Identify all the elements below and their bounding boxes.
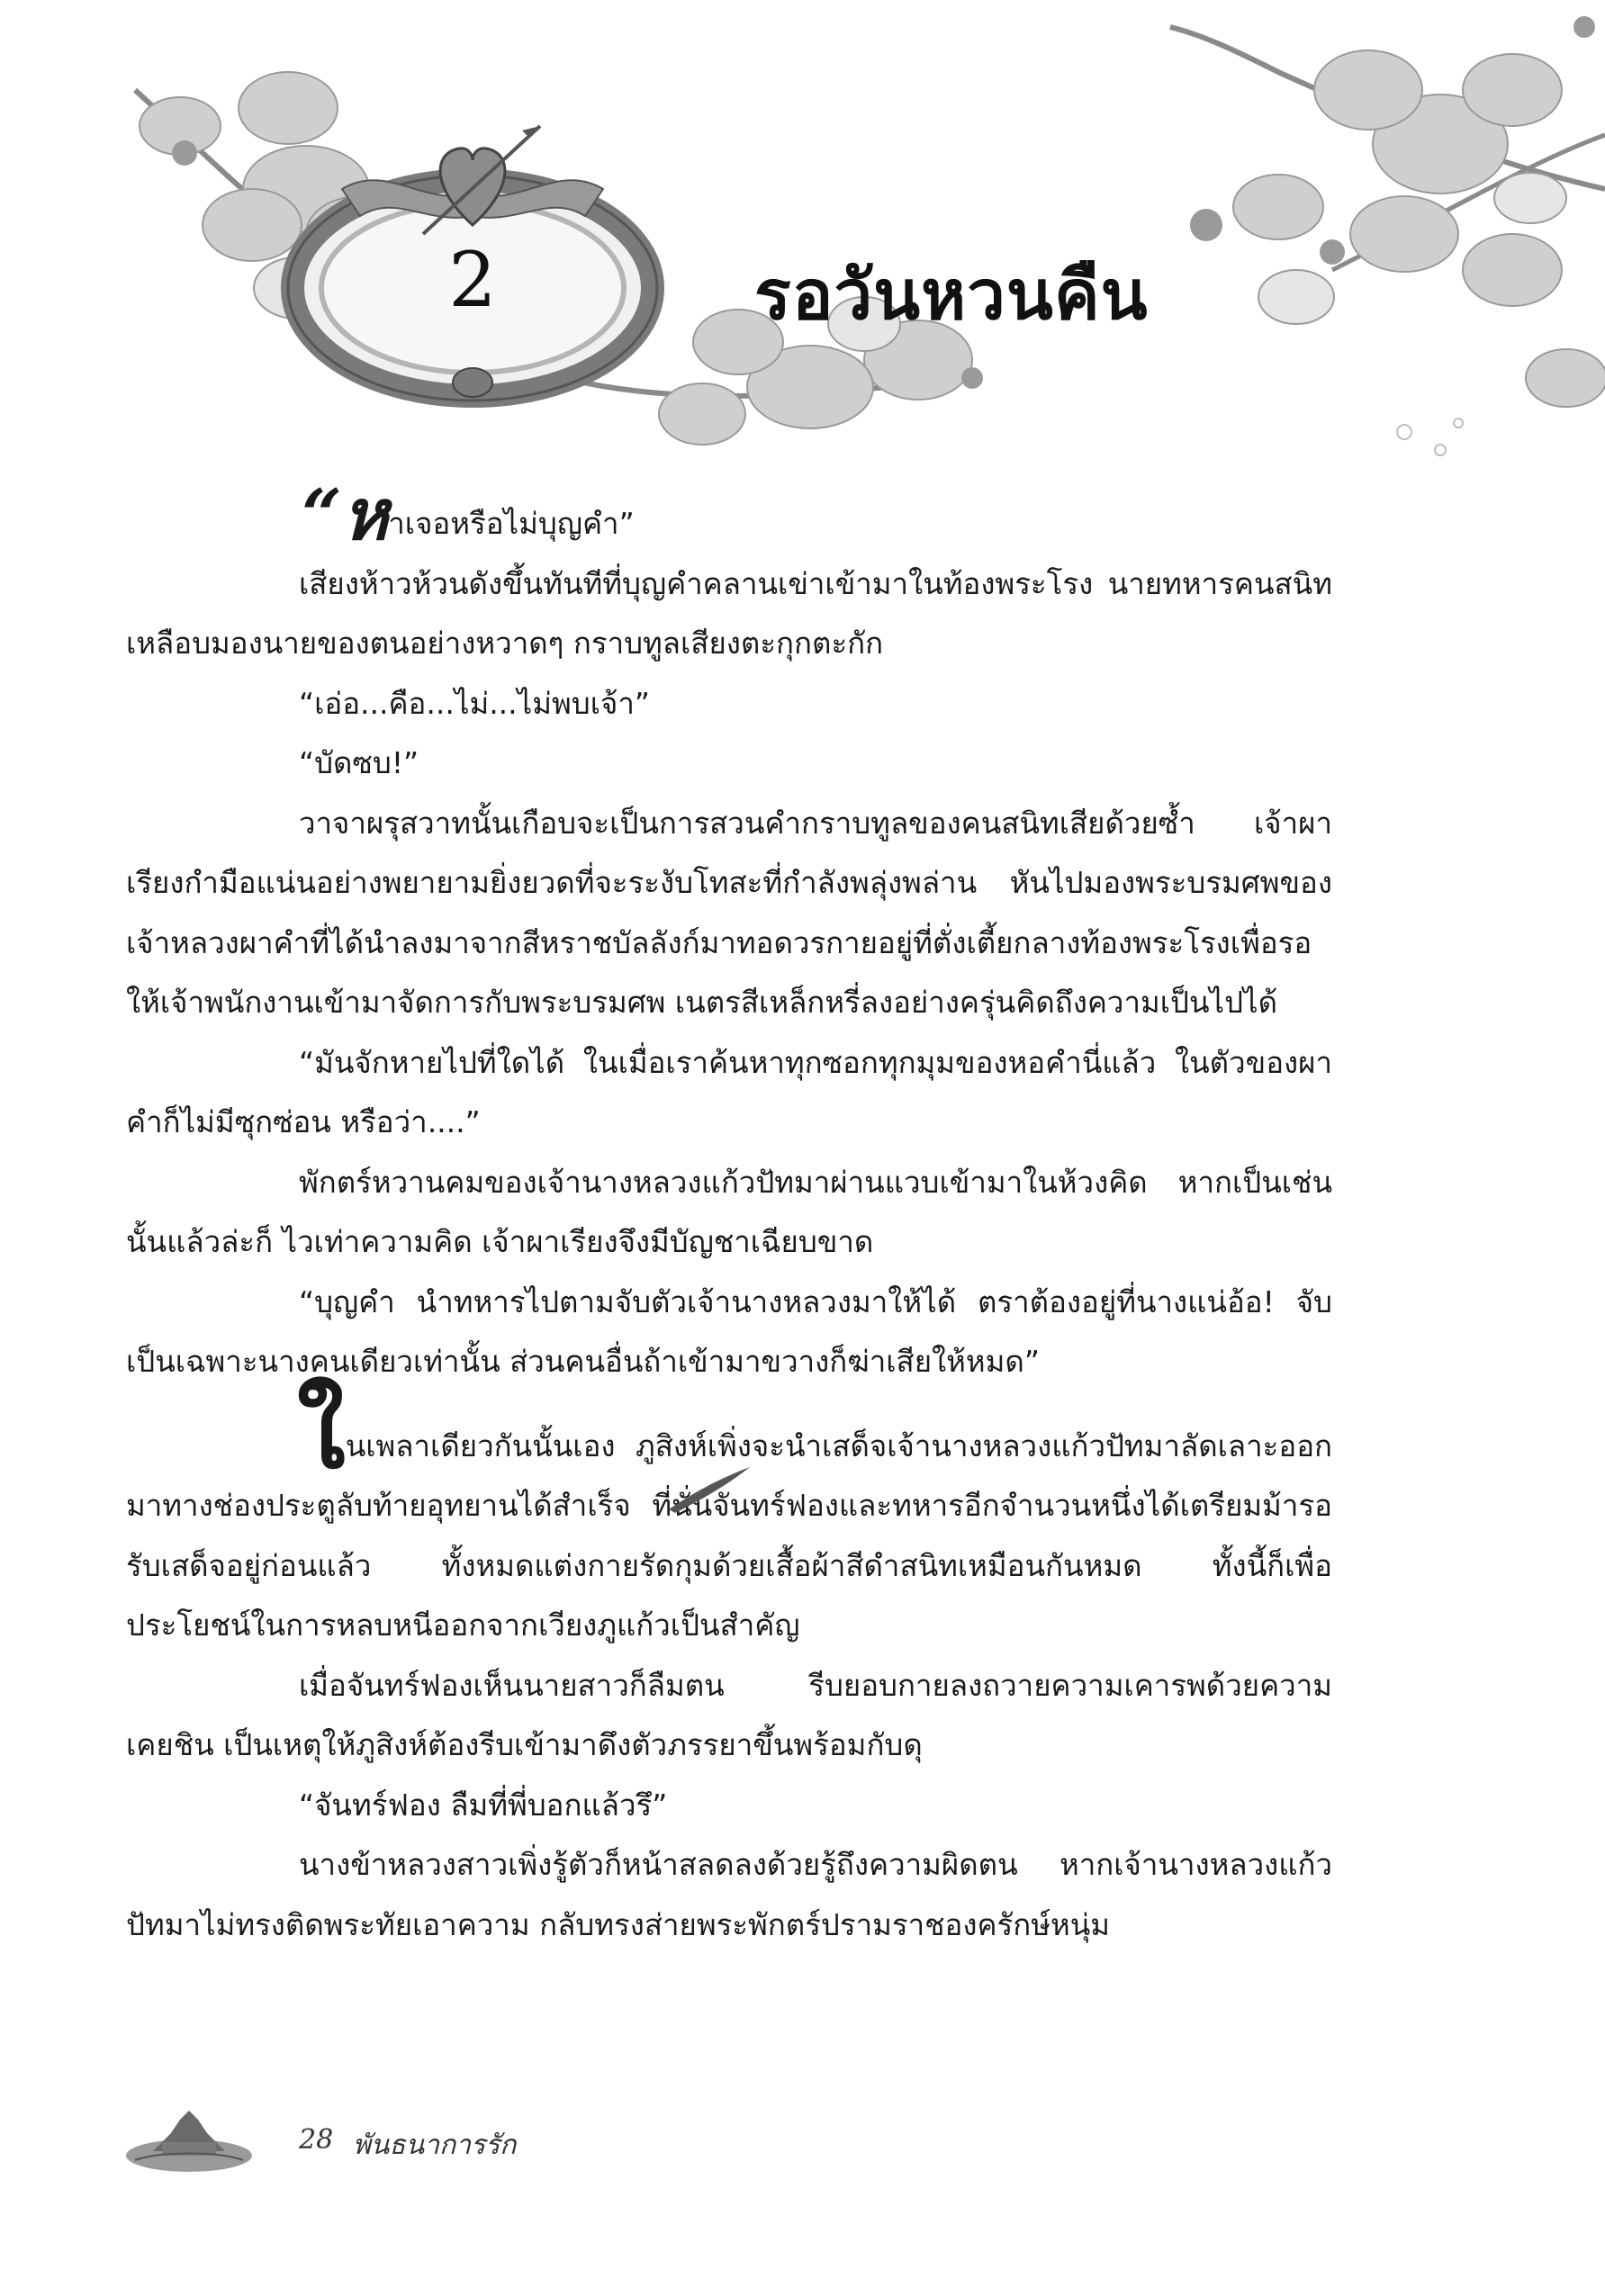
paragraph: “บุญคำ นำทหารไปตามจับตัวเจ้านางหลวงมาให้ได้ ตราต้องอยู่ที่นางแน่อ้อ! จับเป็นเฉพาะนางคนเดียวเท่านั้น ส่วนคนอื่นถ้าเข้ามาขวางก็ฆ่าเสียให้หมด” [126,1283,1332,1379]
chapter-body [126,474,1332,1955]
paragraph [126,474,1332,556]
paragraph: นางข้าหลวงสาวเพิ่งรู้ตัวก็หน้าสลดลงด้วยรู้ถึงความผิดตน หากเจ้านางหลวงแก้วปัทมาไม่ทรงติดพระทัยเอาความ กลับทรงส่ายพระพักตร์ปรามราชองครักษ์หนุ่ม [126,1847,1332,1942]
drop-cap: ใ [297,1373,346,1490]
page-number: 28 [299,2124,334,2156]
paragraph: เสียงห้าวห้วนดังขึ้นทันทีที่บุญคำคลานเข่าเข้ามาในท้องพระโรง นายทหารคนสนิทเหลือบมองนายของตนอย่างหวาดๆ กราบทูลเสียงตะกุกตะกัก [126,565,1332,661]
orchid-ornament [0,0,1605,468]
chapter-title: รอวันหวนคืน [754,255,1149,335]
drop-cap: “ห [302,474,389,556]
paragraph: “มันจักหายไปที่ใดได้ ในเมื่อเราค้นหาทุกซอกทุกมุมของหอคำนี่แล้ว ในตัวของผาคำก็ไม่มีซุกซ่อน หรือว่า....” [126,1044,1332,1139]
paragraph: “เอ่อ...คือ...ไม่...ไม่พบเจ้า” [299,685,650,721]
paragraph-text: าเจอหรือไม่บุญคำ” [388,506,635,541]
paragraph: “บัดซบ!” [299,745,419,780]
paragraph [126,1373,1332,1656]
paragraph: วาจาผรุสวาทนั้นเกือบจะเป็นการสวนคำกราบทูลของคนสนิทเสียด้วยซ้ำ เจ้าผาเรียงกำมือแน่นอย่างพยายามยิ่งยวดที่จะระงับโทสะที่กำลังพลุ่งพล่าน หันไปมองพระบรมศพของเจ้าหลวงผาคำที่ได้นำลงมาจากสีหราชบัลลังก์มาทอดวรกายอยู่ที่ตั่งเตี้ยกลางท้องพระโรงเพื่อรอให้เจ้าพนักงานเข้ามาจัดการกับพระบรมศพ เนตรสีเหล็กหรี่ลงอย่างครุ่นคิดถึงความเป็นไปได้ [126,805,1332,1020]
paragraph: เมื่อจันทร์ฟองเห็นนายสาวก็ลืมตน รีบยอบกายลงถวายความเคารพด้วยความเคยชิน เป็นเหตุให้ภูสิงห์ต้องรีบเข้ามาดึงตัวภรรยาขึ้นพร้อมกับดุ [126,1667,1332,1762]
book-title: พันธนาการรัก [353,2129,517,2161]
paragraph-text: นเพลาเดียวกันนั้นเอง ภูสิงห์เพิ่งจะนำเสด็จเจ้านางหลวงแก้วปัทมาลัดเลาะออกมาทางช่องประตูลับท้ายอุทยานได้สำเร็จ ที่นั่นจันทร์ฟองและทหารอีกจำนวนหนึ่งได้เตรียมม้ารอรับเสด็จอยู่ก่อนแล้ว ทั้งหมดแต่งกายรัดกุมด้วยเสื้อผ้าสีดำสนิทเหมือนกันหมด ทั้งนี้ก็เพื่อประโยชน์ในการหลบหนีออกจากเวียงภูแก้วเป็นสำคัญ [126,1427,1332,1643]
brush-stroke-ornament [664,1463,754,1517]
paragraph: “จันทร์ฟอง ลืมที่พี่บอกแล้วรึ” [299,1787,668,1823]
paragraph: พักตร์หวานคมของเจ้านางหลวงแก้วปัทมาผ่านแวบเข้ามาในห้วงคิด หากเป็นเช่นนั้นแล้วล่ะก็ ไวเท่าความคิด เจ้าผาเรียงจึงมีบัญชาเฉียบขาด [126,1164,1332,1259]
chapter-number: 2 [448,236,497,324]
chapter-header [0,0,1605,468]
